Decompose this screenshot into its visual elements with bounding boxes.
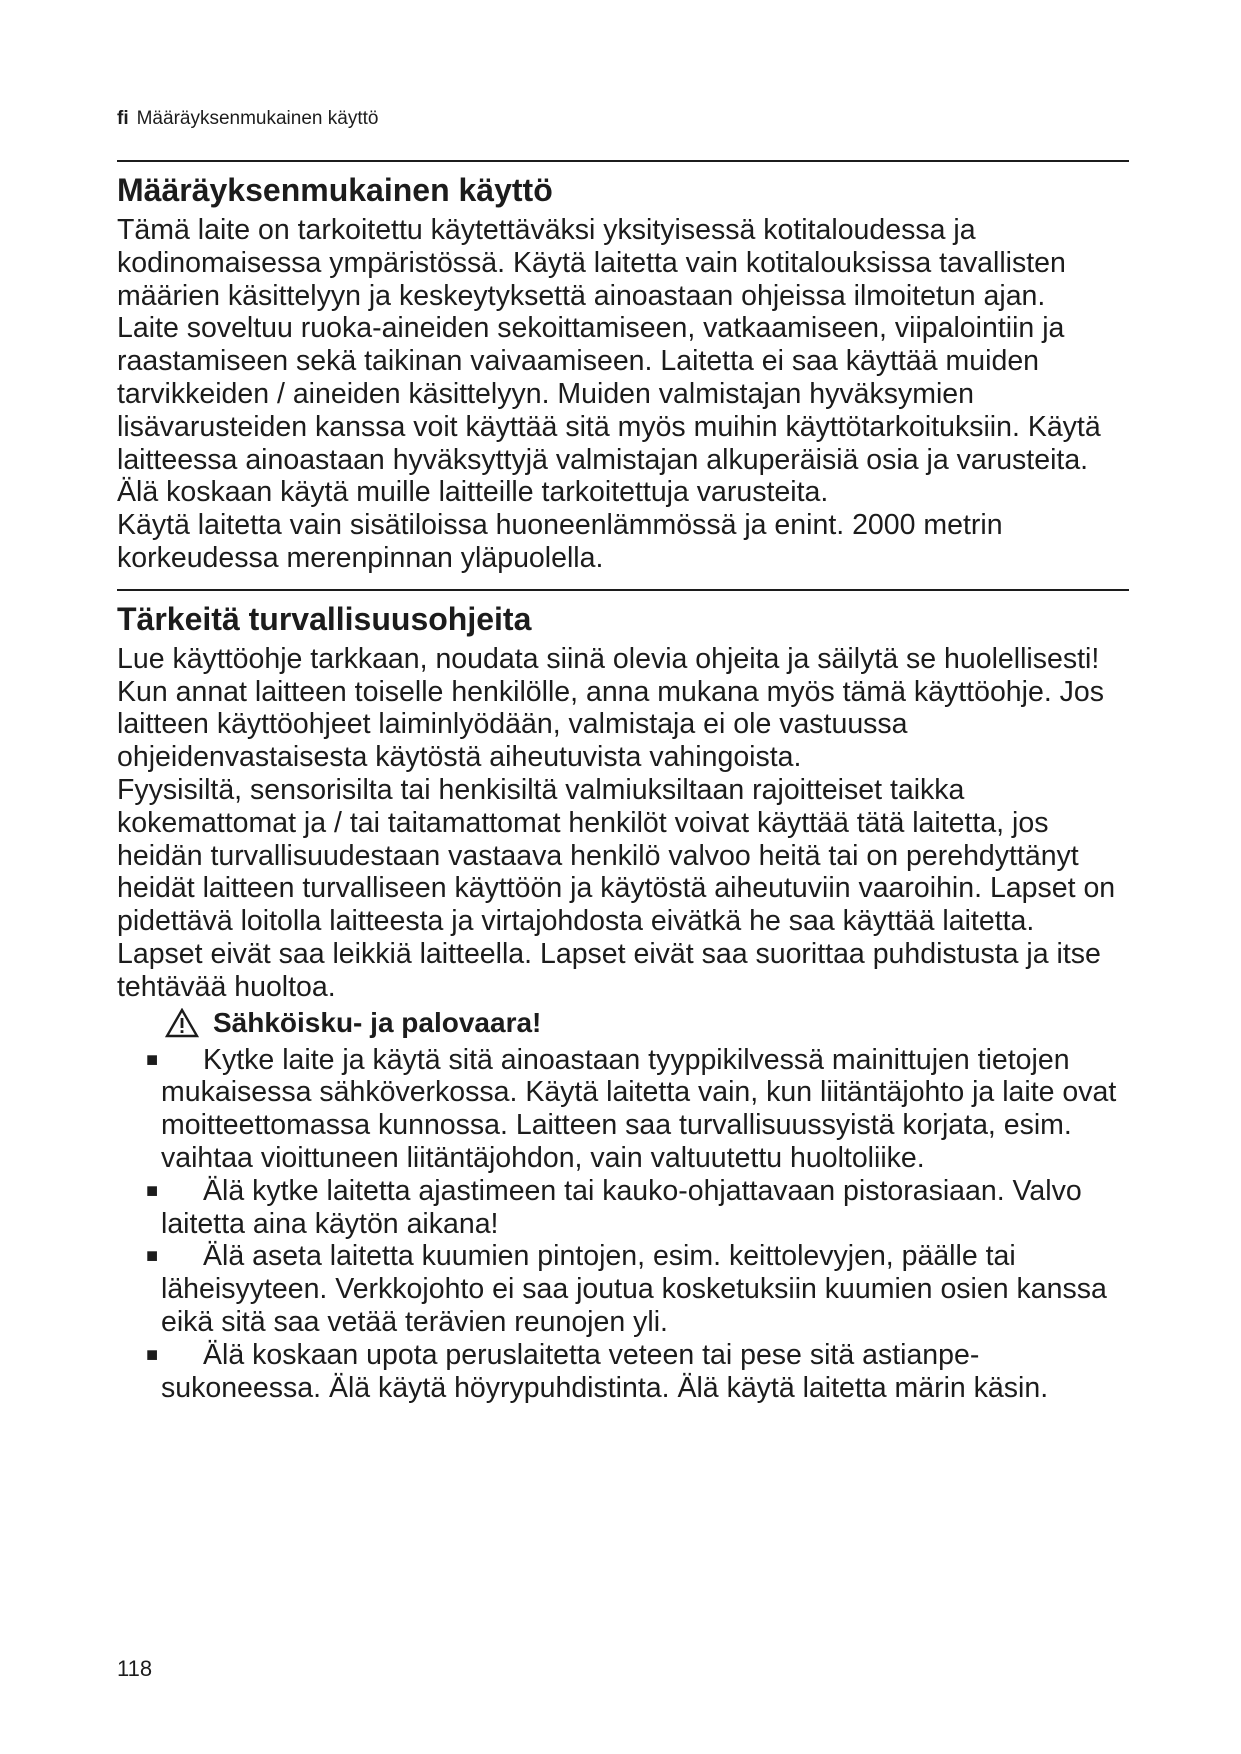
list-item-text: Älä aseta laitetta kuumien pintojen, esim. keittolevyjen, päälle tai läheisyyteen. Verkkojohto ei saa joutua kosketuksiin kuumien osien kanssa eikä sitä saa vetää terävien reunojen yli. (161, 1240, 1107, 1338)
paragraph: Lue käyttöohje tarkkaan, noudata siinä olevia ohjeita ja säilytä se huolellisesti! Kun annat laitteen toiselle henkilölle, anna mukana myös tämä käyttöohje. Jos laitteen käyttöohjeet laiminlyödään, valmistaja ei ole vastuussa ohjeidenvastaisesta käytöstä aiheutuvista vahingoista. (117, 642, 1105, 774)
paragraph: Käytä laitetta vain sisätiloissa huoneenlämmössä ja enint. 2000 metrin korkeudessa merenpinnan yläpuolella. (117, 509, 1003, 574)
list-item (117, 1240, 1129, 1338)
bullet-square: ■ (146, 1179, 159, 1202)
warning-list (117, 1044, 1129, 1405)
list-item (117, 1339, 1129, 1405)
list-item (117, 1175, 1129, 1241)
warning-heading (165, 1006, 1129, 1040)
list-item-text: Älä kytke laitetta ajastimeen tai kauko-ohjattavaan pistorasiaan. Valvo laitetta aina käytön aikana! (161, 1174, 1082, 1240)
bullet-square: ■ (146, 1343, 159, 1366)
section-title: Määräyksenmukainen käyttö (117, 172, 553, 208)
list-item-text: Kytke laite ja käytä sitä ainoastaan tyyppikilvessä mainittujen tietojen mukaisessa sähköverkossa. Käytä laitetta vain, kun liitäntäjohto ja laite ovat moitteettomassa kunnossa. Laitteen saa turvallisuussyistä korjata, esim. vaihtaa vioittuneen liitäntäjohdon, vain valtuutettu huoltoliike. (161, 1043, 1117, 1174)
paragraph: Tämä laite on tarkoitettu käytettäväksi yksityisessä kotitaloudessa ja kodinomaisessa ympäristössä. Käytä laitetta vain kotitalouksissa tavallisten määrien käsittelyyn ja keskeytyksettä ainoastaan ohjeissa ilmoitetun ajan. (117, 214, 1066, 312)
section-intended-use (117, 160, 1129, 575)
list-item (117, 1044, 1129, 1175)
running-header-title: Määräyksenmukainen käyttö (136, 108, 379, 129)
warning-title: Sähköisku- ja palovaara! (213, 1006, 542, 1038)
section-safety-instructions (117, 589, 1129, 1405)
running-header (117, 108, 378, 130)
paragraph: Fyysisiltä, sensorisilta tai henkisiltä valmiuksiltaan rajoitteiset taikka kokemattomat ja / tai taitamattomat henkilöt voivat käyttää tätä laitetta, jos heidän turvallisuudestaan vastaava henkilö valvoo heitä tai on perehdyttänyt heidät laitteen turvalliseen käyttöön ja käytöstä aiheutuviin vaaroihin. Lapset on pidettävä loitolla laitteesta ja virtajohdosta eivätkä he saa käyttää laitetta. Lapset eivät saa leikkiä laitteella. Lapset eivät saa suorittaa puhdistusta ja itse tehtävää huoltoa. (117, 773, 1116, 1003)
section-title: Tärkeitä turvallisuusohjeita (117, 600, 532, 637)
page-number: 118 (117, 1656, 153, 1681)
bullet-square: ■ (146, 1048, 159, 1071)
paragraph: Laite soveltuu ruoka-aineiden sekoittamiseen, vatkaamiseen, viipalointiin ja raastamiseen sekä taikinan vaivaamiseen. Laitetta ei saa käyttää muiden tarvikkeiden / aineiden käsittelyyn. Muiden valmistajan hyväksymien lisävarusteiden kanssa voit käyttää sitä myös muihin käyttötarkoituksiin. Käytä laitteessa ainoastaan hyväksyttyjä valmistajan alkuperäisiä osia ja varusteita. Älä koskaan käytä muille laitteille tarkoitettuja varusteita. (117, 312, 1101, 509)
page-content (117, 160, 1129, 1404)
language-code: fi (117, 108, 129, 129)
warning-triangle-icon (165, 1008, 199, 1038)
bullet-square: ■ (146, 1245, 159, 1268)
list-item-text: Älä koskaan upota peruslaitetta veteen tai pese sitä astianpesukoneessa. Älä käytä höyrypuhdistinta. Älä käytä laitetta märin käsin. (161, 1338, 1049, 1404)
